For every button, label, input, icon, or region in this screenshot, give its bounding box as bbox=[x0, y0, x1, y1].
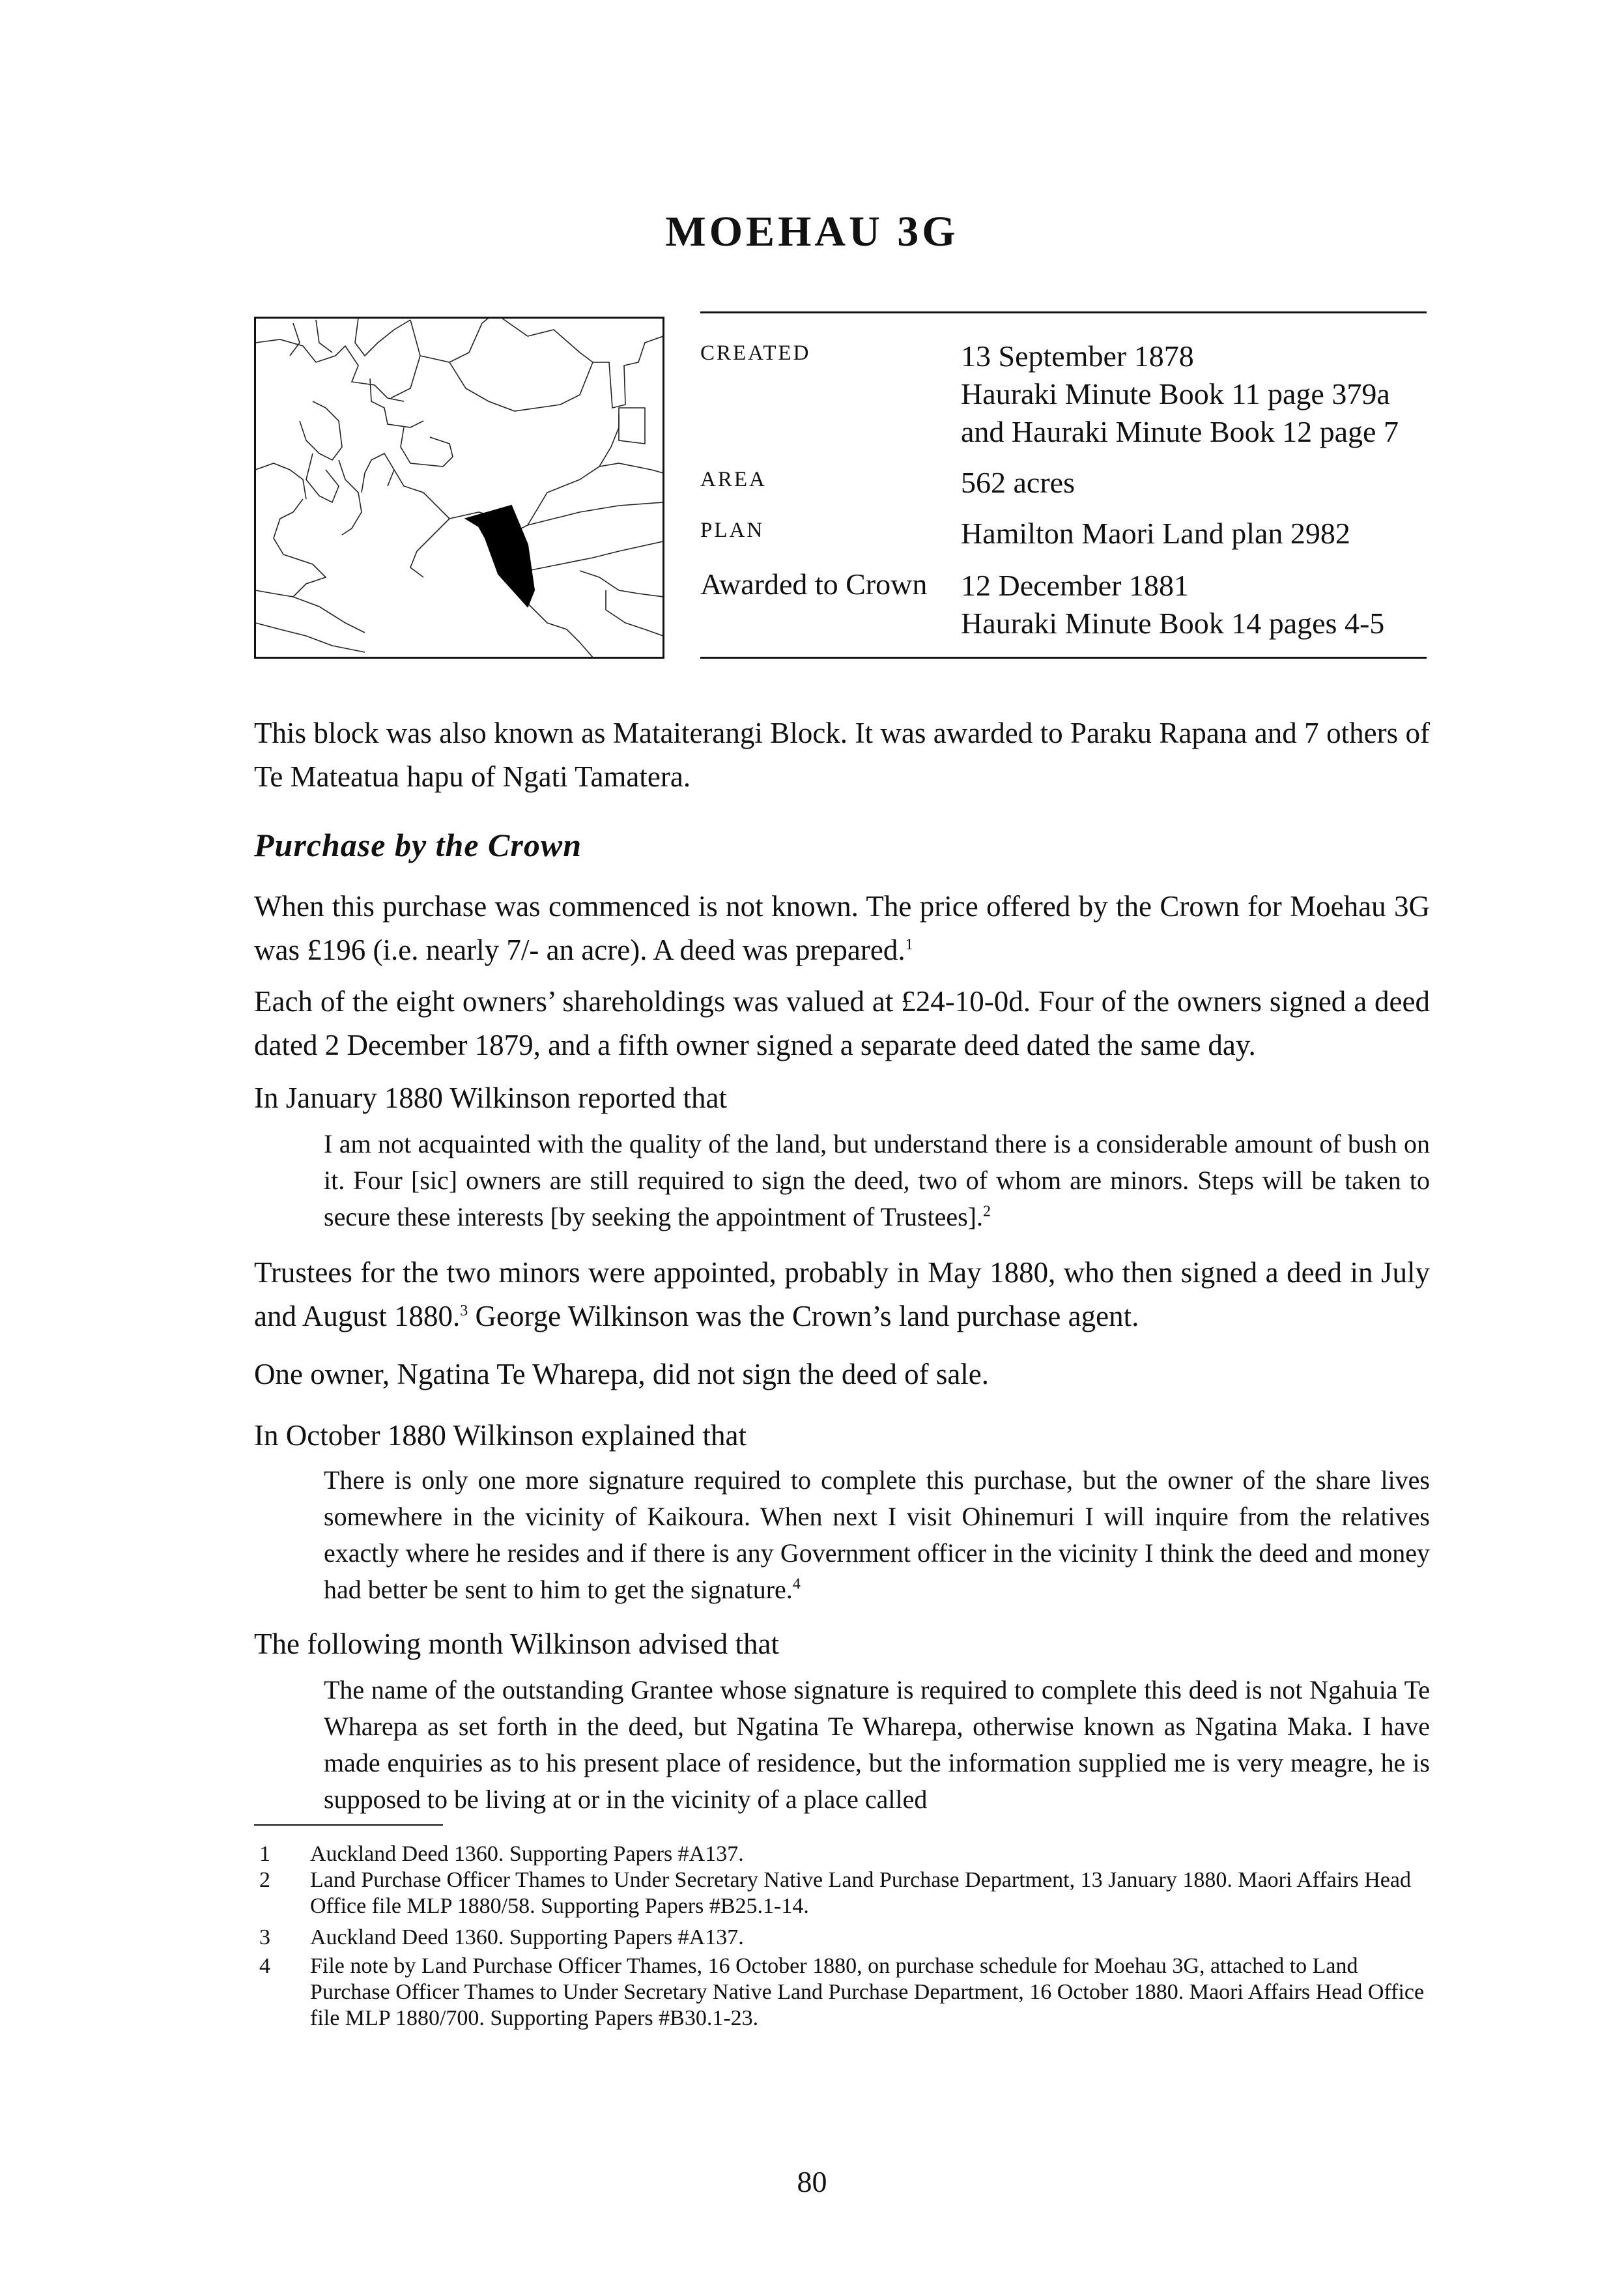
footnote-text: Auckland Deed 1360. Supporting Papers #A137. bbox=[310, 1925, 744, 1949]
metadata-line: Hamilton Maori Land plan 2982 bbox=[961, 517, 1350, 550]
quote-text: There is only one more signature required to complete this purchase, but the owner of the share lives somewhere in the vicinity of Kaikoura. When next I visit Ohinemuri I will inquire from the relatives exactly where he resides and if there is any Government officer in the vicinity I think the deed and money had better be sent to him to get the signature. bbox=[324, 1465, 1430, 1604]
footnote-ref: 2 bbox=[983, 1203, 991, 1220]
body-paragraph: One owner, Ngatina Te Wharepa, did not sign the deed of sale. bbox=[254, 1358, 990, 1390]
block-quote: The name of the outstanding Grantee whose signature is required to complete this deed is not Ngahuia Te Wharepa as set forth in the deed, but Ngatina Te Wharepa, otherwise known as Ngatina Maka. I have made enquiries as to his present place of residence, but the information supplied me is very meagre, he is supposed to be living at or in the vicinity of a place called bbox=[324, 1675, 1430, 1814]
body-paragraph bbox=[254, 1251, 1430, 1338]
metadata-label: CREATED bbox=[700, 341, 811, 365]
metadata-line: Hauraki Minute Book 14 pages 4-5 bbox=[961, 607, 1385, 640]
body-paragraph: Each of the eight owners’ shareholdings was valued at £24-10-0d. Four of the owners signed a deed dated 2 December 1879, and a fifth owner signed a separate deed dated the same day. bbox=[254, 985, 1430, 1061]
section-heading: Purchase by the Crown bbox=[254, 827, 582, 863]
paragraph-text: George Wilkinson was the Crown’s land purchase agent. bbox=[468, 1300, 1139, 1332]
block-quote bbox=[324, 1126, 1430, 1235]
metadata-value bbox=[961, 337, 1399, 451]
metadata-line: 12 December 1881 bbox=[961, 569, 1189, 602]
block-quote bbox=[324, 1462, 1430, 1608]
footnote-text: Land Purchase Officer Thames to Under Secretary Native Land Purchase Department, 13 January 1880. Maori Affairs Head Office file MLP 1880/58. Supporting Papers #B25.1-14. bbox=[310, 1868, 1411, 1918]
metadata-value bbox=[961, 567, 1384, 642]
intro-paragraph: This block was also known as Mataiterangi Block. It was awarded to Paraku Rapana and 7 others of Te Mateatua hapu of Ngati Tamatera. bbox=[254, 717, 1430, 793]
body-paragraph: The following month Wilkinson advised that bbox=[254, 1628, 780, 1660]
footnote-number: 2 bbox=[259, 1868, 270, 1892]
page-title: MOEHAU 3G bbox=[665, 208, 959, 255]
footnote-text: Auckland Deed 1360. Supporting Papers #A137. bbox=[310, 1842, 744, 1866]
footnote-number: 3 bbox=[259, 1925, 270, 1949]
paragraph-text: When this purchase was commenced is not known. The price offered by the Crown for Moehau 3G was £196 (i.e. nearly 7/- an acre). A deed was prepared. bbox=[254, 890, 1430, 966]
metadata-value bbox=[961, 515, 1350, 553]
metadata-label: AREA bbox=[700, 468, 767, 491]
metadata-line: Hauraki Minute Book 11 page 379a bbox=[961, 377, 1390, 410]
page-number: 80 bbox=[797, 2165, 827, 2198]
location-map bbox=[254, 317, 664, 659]
metadata-label: Awarded to Crown bbox=[700, 567, 928, 601]
body-paragraph: In January 1880 Wilkinson reported that bbox=[254, 1082, 727, 1114]
footnote-ref: 4 bbox=[792, 1575, 801, 1593]
metadata-label: PLAN bbox=[700, 519, 765, 542]
paragraph-text: Trustees for the two minors were appointed, probably in May 1880, who then signed a deed in July and August 1880. bbox=[254, 1256, 1430, 1332]
metadata-line: 13 September 1878 bbox=[961, 339, 1194, 373]
footnote-ref: 1 bbox=[905, 936, 913, 953]
metadata-line: 562 acres bbox=[961, 466, 1075, 499]
body-paragraph: In October 1880 Wilkinson explained that bbox=[254, 1419, 747, 1452]
quote-text: I am not acquainted with the quality of the land, but understand there is a considerable amount of bush on it. Four [sic] owners are still required to sign the deed, two of whom are minors. Steps will be taken to secure these interests [by seeking the appointment of Trustees]. bbox=[324, 1129, 1430, 1231]
metadata-bottom-rule bbox=[700, 657, 1427, 659]
footnote-number: 4 bbox=[259, 1954, 270, 1978]
footnote-text: File note by Land Purchase Officer Thames, 16 October 1880, on purchase schedule for Moehau 3G, attached to Land Purchase Officer Thames to Under Secretary Native Land Purchase Department, 16 October 1880. Maori Affairs Head Office file MLP 1880/700. Supporting Papers #B30.1-23. bbox=[310, 1954, 1425, 2030]
metadata-value bbox=[961, 464, 1075, 502]
metadata-top-rule bbox=[700, 311, 1427, 313]
footnote-rule bbox=[254, 1824, 443, 1826]
footnote-ref: 3 bbox=[460, 1302, 468, 1319]
metadata-line: and Hauraki Minute Book 12 page 7 bbox=[961, 415, 1399, 448]
footnote-number: 1 bbox=[259, 1842, 270, 1866]
body-paragraph bbox=[254, 885, 1430, 972]
